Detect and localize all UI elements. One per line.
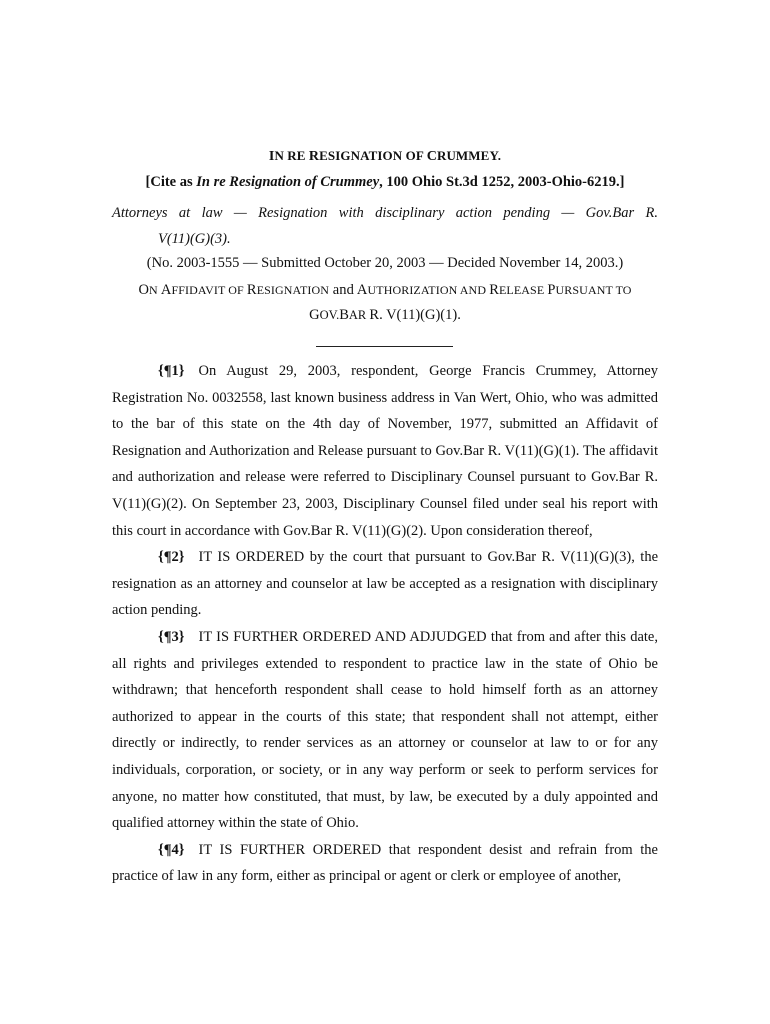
paragraph-text: On August 29, 2003, respondent, George Francis Crummey, Attorney Registration No. 0032558, last known business address in Van Wert, Ohio, who was admitted to the bar of this state on the 4th day of November, 1977, submitted an Affidavit of Resignation and Authorization and Release pursuant to Gov.Bar R. V(11)(G)(1). The affidavit and authorization and release were referred to Disciplinary Counsel pursuant to Gov.Bar R. V(11)(G)(2). On September 23, 2003, Disciplinary Counsel filed under seal his report with this court in accordance with Gov.Bar R. V(11)(G)(2). Upon consideration thereof,: [112, 363, 658, 539]
headnote: [112, 200, 658, 252]
docket-line: (No. 2003-1555 — Submitted October 20, 2003 — Decided November 14, 2003.): [146, 255, 624, 271]
paragraph-number: {¶4}: [158, 841, 185, 858]
case-title: [112, 148, 658, 165]
smallcap-fragment: UTHORIZATION AND: [367, 283, 490, 297]
smallcap-fragment: OV.: [319, 308, 340, 322]
opinion-body: [112, 358, 658, 890]
title-fragment: C: [426, 149, 437, 164]
paragraph-4: [112, 837, 658, 890]
title-fragment: RUMMEY.: [436, 148, 502, 163]
headnote-line: Attorneys at law — Resignation with disciplinary action pending — Gov.Bar R.: [112, 205, 658, 221]
motion-heading-line-2: [112, 307, 658, 324]
smallcap-fragment: G: [309, 307, 320, 323]
cite-case-name: In re Resignation of Crummey: [196, 174, 380, 190]
smallcap-fragment: URSUANT TO: [555, 283, 632, 297]
motion-heading-line-1: [112, 282, 658, 299]
title-fragment: ESIGNATION OF: [319, 148, 427, 163]
paragraph-text: IT IS ORDERED by the court that pursuant to Gov.Bar R. V(11)(G)(3), the resignation as an attorney and counselor at law be accepted as a resignation with disciplinary action pending.: [112, 549, 658, 619]
citation-line: [112, 174, 658, 191]
smallcap-fragment: AR: [348, 308, 370, 322]
paragraph-text: IT IS FURTHER ORDERED that respondent desist and refrain from the practice of law in any form, either as principal or agent or clerk or employee of another,: [112, 841, 658, 885]
title-fragment: R: [308, 149, 320, 164]
smallcap-fragment: R: [489, 282, 499, 298]
smallcap-fragment: R: [246, 282, 257, 298]
cite-open: [Cite as: [145, 174, 197, 190]
section-divider: [316, 346, 453, 347]
smallcap-fragment: ELEASE: [498, 283, 548, 297]
smallcap-fragment: O: [138, 282, 150, 298]
headnote-line: V(11)(G)(3).: [158, 231, 231, 247]
paragraph-number: {¶2}: [158, 549, 185, 566]
paragraph-2: [112, 544, 658, 624]
smallcap-fragment: P: [547, 282, 556, 298]
title-fragment: I: [268, 149, 275, 164]
paragraph-text: IT IS FURTHER ORDERED AND ADJUDGED that from and after this date, all rights and privileges extended to respondent to practice law in the state of Ohio be withdrawn; that henceforth respondent shall cease to hold himself forth as an attorney authorized to appear in the courts of this state; that respondent shall not attempt, either directly or indirectly, to render services as an attorney or counselor at law to or for any individuals, corporation, or society, or in any way perform or seek to perform services for anyone, no matter how constituted, that must, by law, be executed by a duly appointed and qualified attorney within the state of Ohio.: [112, 628, 658, 832]
title-fragment: N RE: [274, 148, 309, 163]
paragraph-1: [112, 358, 658, 544]
cite-reference: , 100 Ohio St.3d 1252, 2003-Ohio-6219.]: [379, 174, 625, 190]
paragraph-number: {¶1}: [158, 363, 185, 379]
smallcap-fragment: ESIGNATION: [256, 283, 330, 297]
smallcap-fragment: A: [160, 282, 172, 298]
smallcap-fragment: and: [329, 282, 357, 298]
paragraph-number: {¶3}: [158, 628, 185, 645]
smallcap-fragment: FFIDAVIT OF: [171, 283, 247, 297]
smallcap-fragment: R. V(11)(G)(1).: [369, 307, 461, 323]
smallcap-fragment: N: [149, 283, 161, 297]
paragraph-3: [112, 624, 658, 837]
smallcap-fragment: A: [356, 282, 368, 298]
smallcap-fragment: B: [339, 307, 349, 323]
